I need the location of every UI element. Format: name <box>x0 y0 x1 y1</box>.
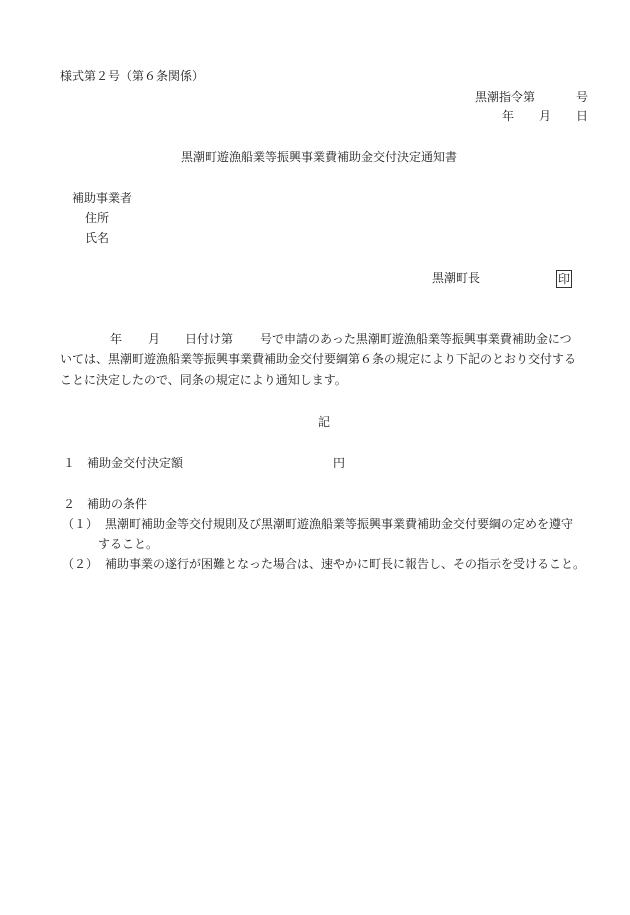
item2-number: ２ <box>63 497 76 511</box>
document-title: 黒潮町遊漁船業等振興事業費補助金交付決定通知書 <box>181 150 458 164</box>
body-line1-rest: 号で申請のあった黒潮町遊漁船業等振興事業費補助金につ <box>260 332 572 346</box>
body-line3: ことに決定したので、同条の規定により通知します。 <box>60 373 347 387</box>
date-day: 日 <box>576 109 589 123</box>
date-year: 年 <box>502 109 515 123</box>
seal-char: 印 <box>558 272 571 286</box>
seal-mark <box>556 270 572 288</box>
condition1-line1: 黒潮町補助金等交付規則及び黒潮町遊漁船業等振興事業費補助金交付要綱の定めを遵守 <box>105 517 574 531</box>
form-label: 様式第２号（第６条関係） <box>60 69 205 83</box>
recipient-heading: 補助事業者 <box>72 191 133 205</box>
condition2-number: （２） <box>62 557 99 571</box>
item1-label: 補助金交付決定額 <box>87 456 184 470</box>
recipient-name-label: 氏名 <box>85 231 110 245</box>
ki-heading: 記 <box>318 415 331 429</box>
recipient-address-label: 住所 <box>85 211 110 225</box>
date-month: 月 <box>539 109 552 123</box>
doc-number-prefix: 黒潮指令第 <box>475 90 536 104</box>
body-month: 月 <box>148 332 161 346</box>
item1-unit: 円 <box>333 456 346 470</box>
body-line2: いては、黒潮町遊漁船業等振興事業費補助金交付要綱第６条の規定により下記のとおり交付する <box>60 352 577 366</box>
item1-number: １ <box>63 456 76 470</box>
condition2-text: 補助事業の遂行が困難となった場合は、速やかに町長に報告し、その指示を受けること。 <box>105 557 586 571</box>
condition1-line2: すること。 <box>98 537 159 551</box>
doc-number-suffix: 号 <box>576 90 589 104</box>
body-day-number: 日付け第 <box>185 332 234 346</box>
body-year: 年 <box>110 332 123 346</box>
condition1-number: （１） <box>62 517 99 531</box>
issuer-title: 黒潮町長 <box>432 271 481 285</box>
item2-label: 補助の条件 <box>87 497 148 511</box>
